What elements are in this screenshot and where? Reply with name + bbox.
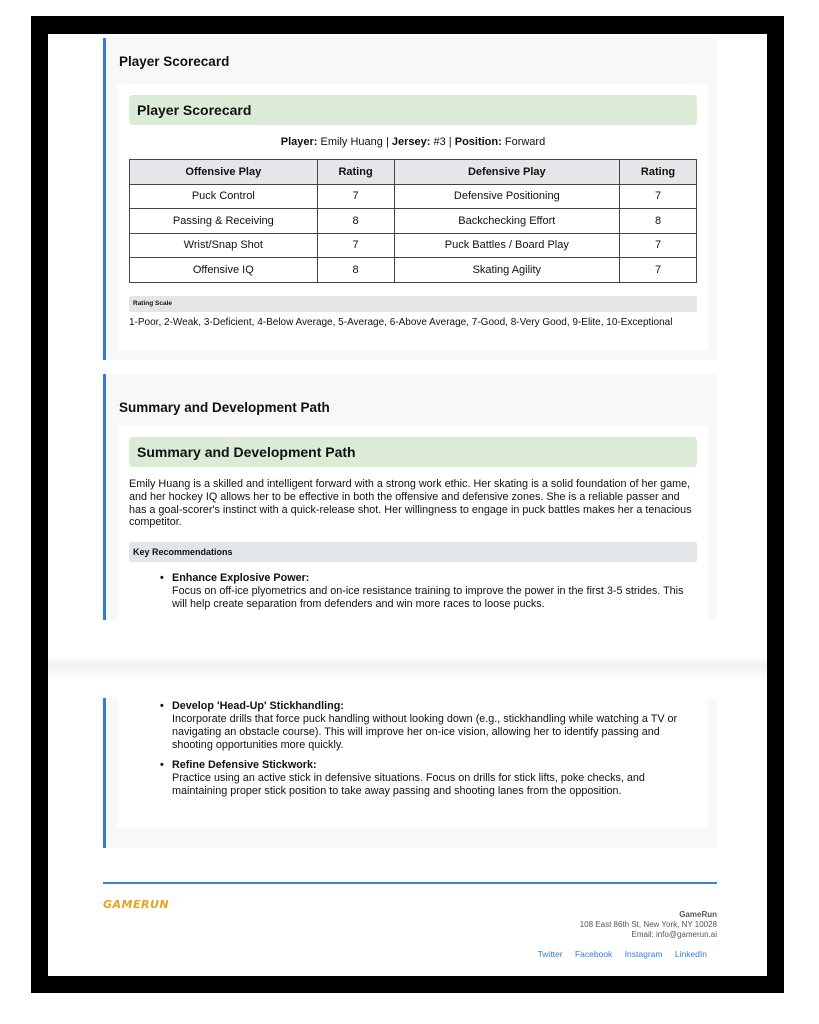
table-row [130, 209, 697, 234]
rating-scale-label: Rating Scale [129, 296, 697, 312]
defensive-rating: 7 [620, 258, 697, 283]
player-info: Player: Emily Huang | Jersey: #3 | Position: Forward [280, 136, 546, 148]
table-header-row [130, 160, 697, 185]
summary-section [103, 374, 717, 620]
scorecard-section-title: Player Scorecard [119, 54, 230, 69]
instagram-link[interactable]: Instagram [624, 949, 663, 959]
summary-card-continued [118, 698, 708, 828]
scorecard-card-title: Player Scorecard [129, 95, 697, 125]
recommendations-list [160, 572, 700, 619]
column-header: Rating [317, 160, 394, 185]
offensive-skill: Puck Control [130, 184, 318, 209]
recommendation-title: • Develop 'Head-Up' Stickhandling: [172, 700, 344, 712]
recommendation-title: • Refine Defensive Stickwork: [172, 759, 317, 772]
summary-text: Emily Huang is a skilled and intelligent forward with a strong work ethic. Her skating is a solid foundation of her game, and her hockey IQ allows her to be effective in both the offensive and defensive zones. She is a reliable passer and has a goal-scorer's instinct with a quick-release shot. Her willingness to engage in puck battles makes her a tenacious competitor. [129, 478, 692, 529]
table-row [130, 233, 697, 258]
table-row [130, 184, 697, 209]
summary-card [118, 426, 708, 620]
player-label: Player: [280, 136, 318, 148]
defensive-rating: 8 [620, 209, 697, 234]
table-row [130, 258, 697, 283]
company-address: 108 East 86th St, New York, NY 10028 [579, 920, 717, 929]
document-page [48, 34, 767, 976]
offensive-skill: Offensive IQ [130, 258, 318, 283]
summary-section-continued [103, 698, 717, 848]
offensive-rating: 8 [317, 209, 394, 234]
recommendations-label: Key Recommendations [129, 542, 697, 562]
recommendation-title: • Enhance Explosive Power: [172, 572, 310, 584]
footer-divider [103, 882, 717, 884]
list-item [160, 700, 700, 751]
offensive-rating: 7 [317, 233, 394, 258]
defensive-rating: 7 [620, 233, 697, 258]
offensive-rating: 7 [317, 184, 394, 209]
linkedin-link[interactable]: LinkedIn [674, 949, 707, 959]
jersey-value: #3 [433, 136, 446, 148]
defensive-skill: Puck Battles / Board Play [394, 233, 620, 258]
scorecard-section [103, 38, 717, 360]
company-name: GameRun [679, 910, 717, 919]
offensive-rating: 8 [317, 258, 394, 283]
rating-scale-text: 1-Poor, 2-Weak, 3-Deficient, 4-Below Average, 5-Average, 6-Above Average, 7-Good, 8-Very Good, 9-Elite, 10-Exceptional [129, 317, 673, 328]
defensive-skill: Backchecking Effort [394, 209, 620, 234]
gamerun-logo: GAMERUN [103, 898, 170, 911]
recommendation-text: Practice using an active stick in defensive situations. Focus on drills for stick lifts, poke checks, and maintaining proper stick position to take away passing and shooting lanes from the opposition. [172, 772, 645, 798]
offensive-skill: Passing & Receiving [130, 209, 318, 234]
facebook-link[interactable]: Facebook [574, 949, 613, 959]
defensive-skill: Skating Agility [394, 258, 620, 283]
position-value: Forward [504, 136, 546, 148]
recommendation-text: Incorporate drills that force puck handling without looking down (e.g., stickhandling while watching a TV or navigating an obstacle course). This will improve her on-ice vision, allowing her to identify passing and shooting opportunities more quickly. [172, 713, 678, 751]
twitter-link[interactable]: Twitter [537, 949, 563, 959]
page-break [48, 656, 767, 678]
jersey-label: Jersey: [391, 136, 431, 148]
summary-card-title: Summary and Development Path [129, 437, 697, 467]
summary-section-title: Summary and Development Path [119, 400, 330, 415]
list-item [160, 572, 700, 611]
offensive-skill: Wrist/Snap Shot [130, 233, 318, 258]
social-links [528, 949, 707, 959]
scorecard-table [129, 159, 697, 283]
list-item [160, 759, 700, 798]
recommendations-list-continued [160, 700, 700, 806]
company-email: Email: info@gamerun.ai [631, 930, 717, 939]
scorecard-card [118, 84, 708, 350]
company-info [580, 910, 717, 940]
recommendation-text: Focus on off-ice plyometrics and on-ice resistance training to improve the power in the first 3-5 strides. This will help create separation from defenders and win more races to loose pucks. [172, 585, 684, 610]
column-header: Rating [620, 160, 697, 185]
player-name: Emily Huang [320, 136, 383, 148]
column-header: Defensive Play [394, 160, 620, 185]
defensive-rating: 7 [620, 184, 697, 209]
defensive-skill: Defensive Positioning [394, 184, 620, 209]
position-label: Position: [454, 136, 502, 148]
column-header: Offensive Play [130, 160, 318, 185]
